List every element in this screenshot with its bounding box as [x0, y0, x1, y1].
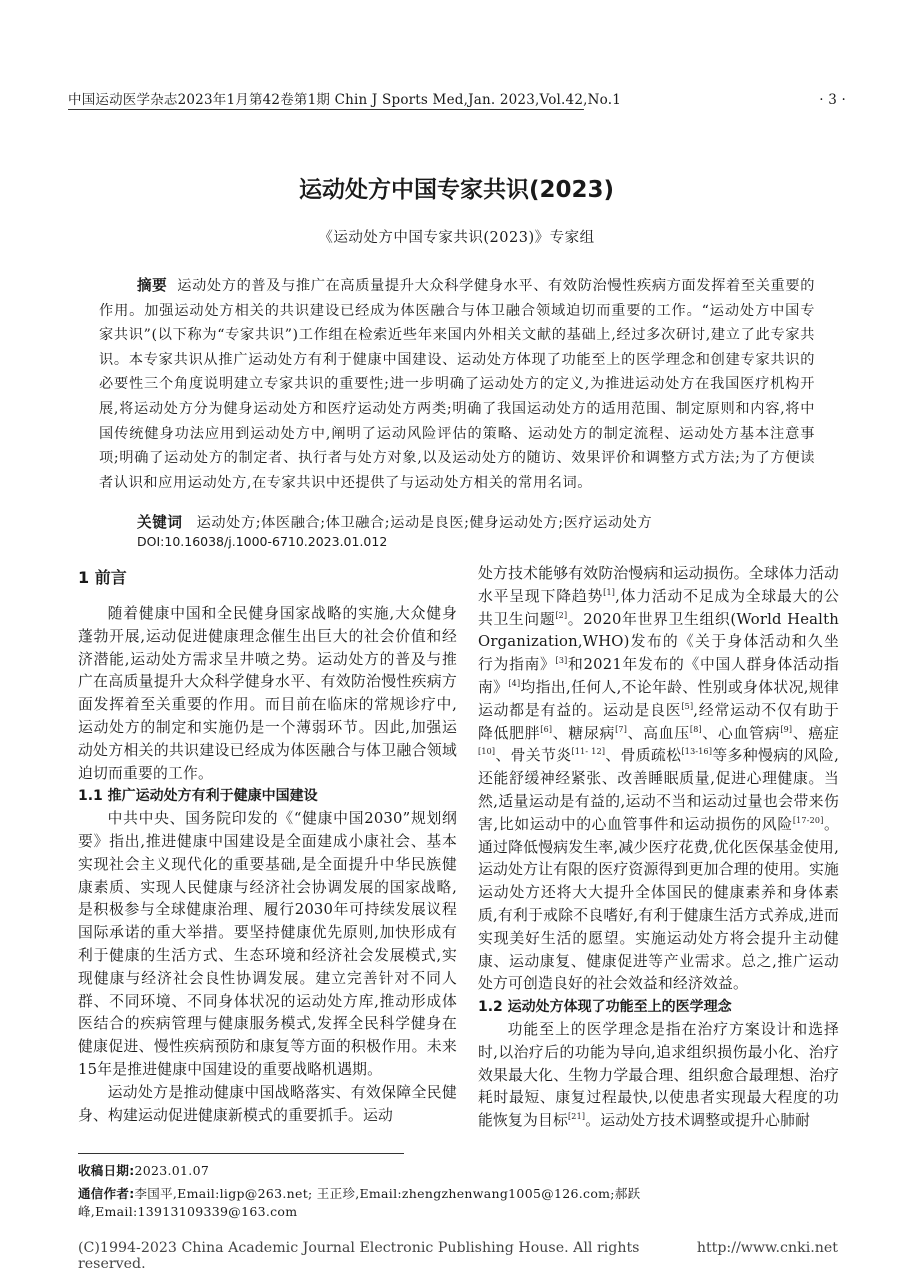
paragraph — [478, 563, 839, 996]
abstract — [99, 274, 815, 495]
left-column — [78, 603, 457, 1127]
citation-ref: [13-16] — [681, 747, 713, 757]
citation-ref: [1] — [603, 587, 616, 597]
article-byline: 《运动处方中国专家共识(2023)》专家组 — [318, 230, 595, 246]
citation-ref: [17-20] — [792, 815, 824, 825]
text-run: 均指出,任何人,不论年龄、性别或身体状况,规律运动都是有益的。运动是良医 — [478, 678, 840, 719]
paragraph: 随着健康中国和全民健身国家战略的实施,大众健身蓬勃开展,运动促进健康理念催生出巨大的社会价值和经济潜能,运动处方需求呈井喷之势。运动处方的普及与推广在高质量提升大众科学健身水平、有效防治慢性疾病方面发挥着至关重要的作用。而目前在临床的常规诊疗中,运动处方的制定和实施仍是一个薄弱环节。因此,加强运动处方相关的共识建设已经成为体医融合与体卫融合领域迫切而重要的工作。 — [78, 605, 457, 782]
citation-ref: [7] — [615, 724, 628, 734]
text-run: 。通过降低慢病发生率,减少医疗花费,优化医保基金使用,运动处方让有限的医疗资源得到更加合理的使用。实施运动处方还将大大提升全体国民的健康素养和身体素质,有利于戒除不良嗜好,有利于健康生活方式养成,进而实现美好生活的愿望。实施运动处方将会提升主动健康、运动康复、健康促进等产业需求。总之,推广运动处方可创造良好的社会效益和经济效益。 — [478, 815, 840, 993]
citation-ref: [3] — [555, 656, 568, 666]
citation-ref: [8] — [689, 724, 702, 734]
correspondence-label: 通信作者: — [78, 1186, 135, 1201]
text-run: 功能至上的医学理念是指在治疗方案设计和选择时,以治疗后的功能为导向,追求组织损伤最小化、治疗效果最大化、生物力学最合理、组织愈合最理想、治疗耗时最短、康复过程最快,以使患者实现最大程度的功能恢复为目标 — [478, 1020, 839, 1130]
citation-ref: [21] — [567, 1112, 586, 1122]
received-label: 收稿日期: — [78, 1163, 135, 1178]
text-run: ,体力活动不足成为全球最大的公共卫生问题 — [478, 587, 839, 628]
correspondence-value: 李国平,Email:ligp@263.net; 王正珍,Email:zhengzhenwang1005@126.com;郝跃峰,Email:13913109339@163.com — [78, 1186, 641, 1219]
cnki-url[interactable]: http://www.cnki.net — [696, 1240, 838, 1256]
citation-ref: [6] — [540, 724, 553, 734]
received-value: 2023.01.07 — [134, 1163, 210, 1178]
section-heading-1: 1 前言 — [78, 568, 127, 587]
citation-ref: [2] — [555, 610, 568, 620]
text-run: 等多种慢病的风险,还能舒缓神经紧张、改善睡眠质量,促进心理健康。当然,适量运动是有益的,运动不当和运动过量也会带来伤害,比如运动中的心血管事件和运动损伤的风险 — [478, 747, 839, 833]
article-title: 运动处方中国专家共识(2023) — [298, 177, 615, 203]
text-run: 和2021年发布的《中国人群身体活动指南》 — [478, 656, 839, 696]
keywords-label: 关键词 — [137, 514, 183, 531]
citation-ref: [9] — [780, 724, 793, 734]
text-run: 处方技术能够有效防治慢病和运动损伤。全球体力活动水平呈现下降趋势 — [478, 565, 839, 605]
citation-ref: [11- 12] — [571, 747, 606, 757]
citation-ref: [5] — [681, 701, 694, 711]
doi: DOI:10.16038/j.1000-6710.2023.01.012 — [137, 534, 388, 549]
paragraph — [478, 1019, 839, 1133]
page-number: · 3 · — [819, 92, 846, 108]
running-header — [68, 88, 846, 108]
paragraph: 运动处方是推动健康中国战略落实、有效保障全民健身、构建运动促进健康新模式的重要抓手。运动 — [78, 1083, 457, 1124]
right-column — [478, 563, 839, 1133]
copyright-bar — [78, 1240, 838, 1272]
text-run: 、骨关节炎 — [495, 747, 572, 765]
citation-ref: [10] — [478, 747, 496, 757]
correspondence — [78, 1184, 858, 1220]
keywords — [137, 511, 817, 532]
section-heading-1-2: 1.2 运动处方体现了功能至上的医学理念 — [478, 999, 732, 1016]
text-run: 、心血管病 — [701, 724, 781, 742]
text-run: 、高血压 — [627, 724, 690, 742]
text-run: 。运动处方技术调整或提升心肺耐 — [585, 1112, 811, 1130]
journal-citation-line: 中国运动医学杂志2023年1月第42卷第1期 Chin J Sports Med,Jan. 2023,Vol.42,No.1 — [68, 92, 621, 108]
citation-ref: [4] — [508, 679, 521, 689]
text-run: 、糖尿病 — [552, 724, 616, 742]
abstract-label: 摘要 — [137, 277, 168, 294]
text-run: 、癌症 — [792, 724, 839, 742]
copyright-notice: (C)1994-2023 China Academic Journal Electronic Publishing House. All rights reserved. — [78, 1240, 640, 1272]
text-run: 。2020年世界卫生组织(World Health Organization,WHO)发布的《关于身体活动和久坐行为指南》 — [478, 610, 839, 674]
abstract-text: 运动处方的普及与推广在高质量提升大众科学健身水平、有效防治慢性疾病方面发挥着至关重要的作用。加强运动处方相关的共识建设已经成为体医融合与体卫融合领域迫切而重要的工作。“运动处方中国专家共识”(以下称为“专家共识”)工作组在检索近些年来国内外相关文献的基础上,经过多次研讨,建立了此专家共识。本专家共识从推广运动处方有利于健康中国建设、运动处方体现了功能至上的医学理念和创建专家共识的必要性三个角度说明建立专家共识的重要性;进一步明确了运动处方的定义,为推进运动处方在我国医疗机构开展,将运动处方分为健身运动处方和医疗运动处方两类;明确了我国运动处方的适用范围、制定原则和内容,将中国传统健身功法应用到运动处方中,阐明了运动风险评估的策略、运动处方的制定流程、运动处方基本注意事项;明确了运动处方的制定者、执行者与处方对象,以及运动处方的随访、效果评价和调整方式方法;为了方便读者认识和应用运动处方,在专家共识中还提供了与运动处方相关的常用名词。 — [99, 278, 815, 491]
text-run: 、骨质疏松 — [605, 747, 682, 765]
header-rule — [68, 109, 584, 110]
received-date — [78, 1161, 209, 1179]
section-heading-1-1: 1.1 推广运动处方有利于健康中国建设 — [78, 788, 318, 805]
keywords-text: 运动处方;体医融合;体卫融合;运动是良医;健身运动处方;医疗运动处方 — [196, 515, 653, 531]
text-run: ,经常运动不仅有助于降低肥胖 — [478, 701, 839, 742]
footnote-rule — [78, 1153, 404, 1154]
paragraph: 中共中央、国务院印发的《“健康中国2030”规划纲要》指出,推进健康中国建设是全面建成小康社会、基本实现社会主义现代化的重要基础,是全面提升中华民族健康素质、实现人民健康与经济社会协调发展的国家战略,是积极参与全球健康治理、履行2030年可持续发展议程国际承诺的重大举措。要坚持健康优先原则,加快形成有利于健康的生活方式、生态环境和经济社会发展模式,实现健康与经济社会良性协调发展。建立完善针对不同人群、不同环境、不同身体状况的运动处方库,推动形成体医结合的疾病管理与健康服务模式,发挥全民科学健身在健康促进、慢性疾病预防和康复等方面的积极作用。未来15年是推进健康中国建设的重要战略机遇期。 — [78, 810, 457, 1078]
